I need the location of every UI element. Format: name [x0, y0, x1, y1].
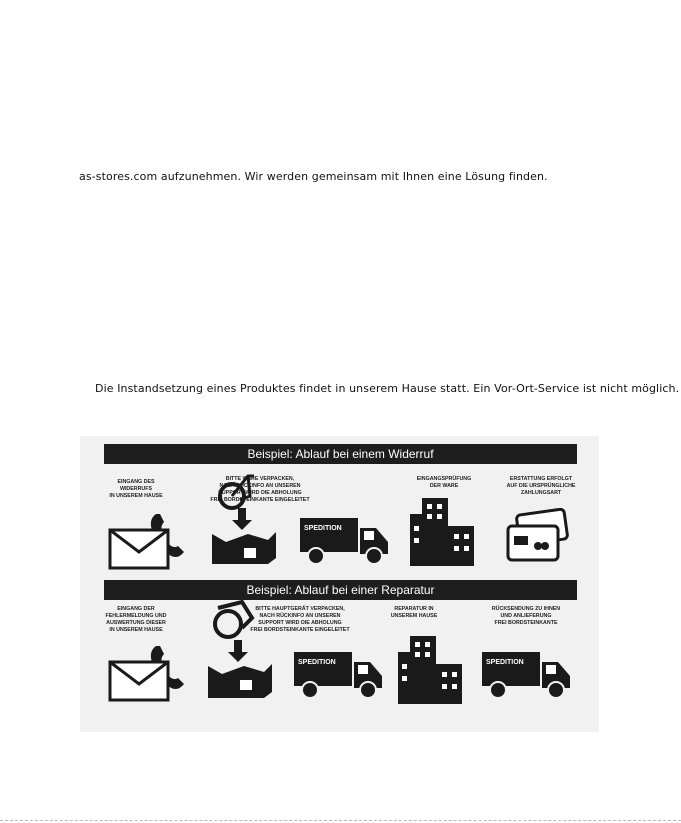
body-text-line-2: Die Instandsetzung eines Produktes findet in unserem Hause statt. Ein Vor-Ort-Service ist nicht möglich. — [95, 382, 680, 395]
widerruf-banner: Beispiel: Ablauf bei einem Widerruf — [104, 444, 577, 464]
reparatur-step-2-caption: BITTE HAUPTGERÄT VERPACKEN, NACH RÜCKINFO AN UNSEREN SUPPORT WIRD DIE ABHOLUNG FREI BORDSTEINKANTE EINGELEITET — [250, 606, 350, 633]
body-text-line-1: as-stores.com aufzunehmen. Wir werden gemeinsam mit Ihnen eine Lösung finden. — [79, 170, 548, 183]
widerruf-step-1-caption: EINGANG DES WIDERRUFS IN UNSEREM HAUSE — [109, 479, 163, 499]
reparatur-banner: Beispiel: Ablauf bei einer Reparatur — [104, 580, 577, 600]
widerruf-step-3-caption: EINGANGSPRÜFUNG DER WARE — [416, 476, 472, 489]
reparatur-step-1-caption: EINGANG DER FEHLERMELDUNG UND AUSWERTUNG DIESER IN UNSEREM HAUSE — [105, 606, 167, 633]
truck-label: SPEDITION — [298, 659, 336, 666]
building-icon — [408, 496, 478, 568]
truck-label: SPEDITION — [486, 659, 524, 666]
credit-card-icon — [504, 508, 570, 564]
truck-label: SPEDITION — [304, 525, 342, 532]
page-bottom-rule — [0, 820, 681, 822]
device-box-icon — [206, 600, 276, 700]
reparatur-step-3-caption: REPARATUR IN UNSEREM HAUSE — [390, 606, 438, 619]
spedition-truck-icon — [298, 516, 390, 566]
process-infographic — [80, 436, 599, 732]
envelope-phone-icon — [108, 640, 188, 702]
widerruf-step-2-caption: BITTE WARE VERPACKEN, NACH RÜCKINFO AN UNSEREN SUPPORT WIRD DIE ABHOLUNG FREI BORDSTEINKANTE EINGELEITET — [210, 476, 310, 503]
building-icon — [396, 634, 466, 706]
spedition-truck-icon — [292, 650, 384, 700]
envelope-phone-icon — [108, 508, 188, 570]
widerruf-step-4-caption: ERSTATTUNG ERFOLGT AUF DIE URSPRÜNGLICHE ZAHLUNGSART — [506, 476, 576, 496]
spedition-truck-icon — [480, 650, 572, 700]
bike-box-icon — [210, 472, 280, 566]
reparatur-step-4-caption: RÜCKSENDUNG ZU IHNEN UND ANLIEFERUNG FREI BORDSTEINKANTE — [491, 606, 561, 626]
